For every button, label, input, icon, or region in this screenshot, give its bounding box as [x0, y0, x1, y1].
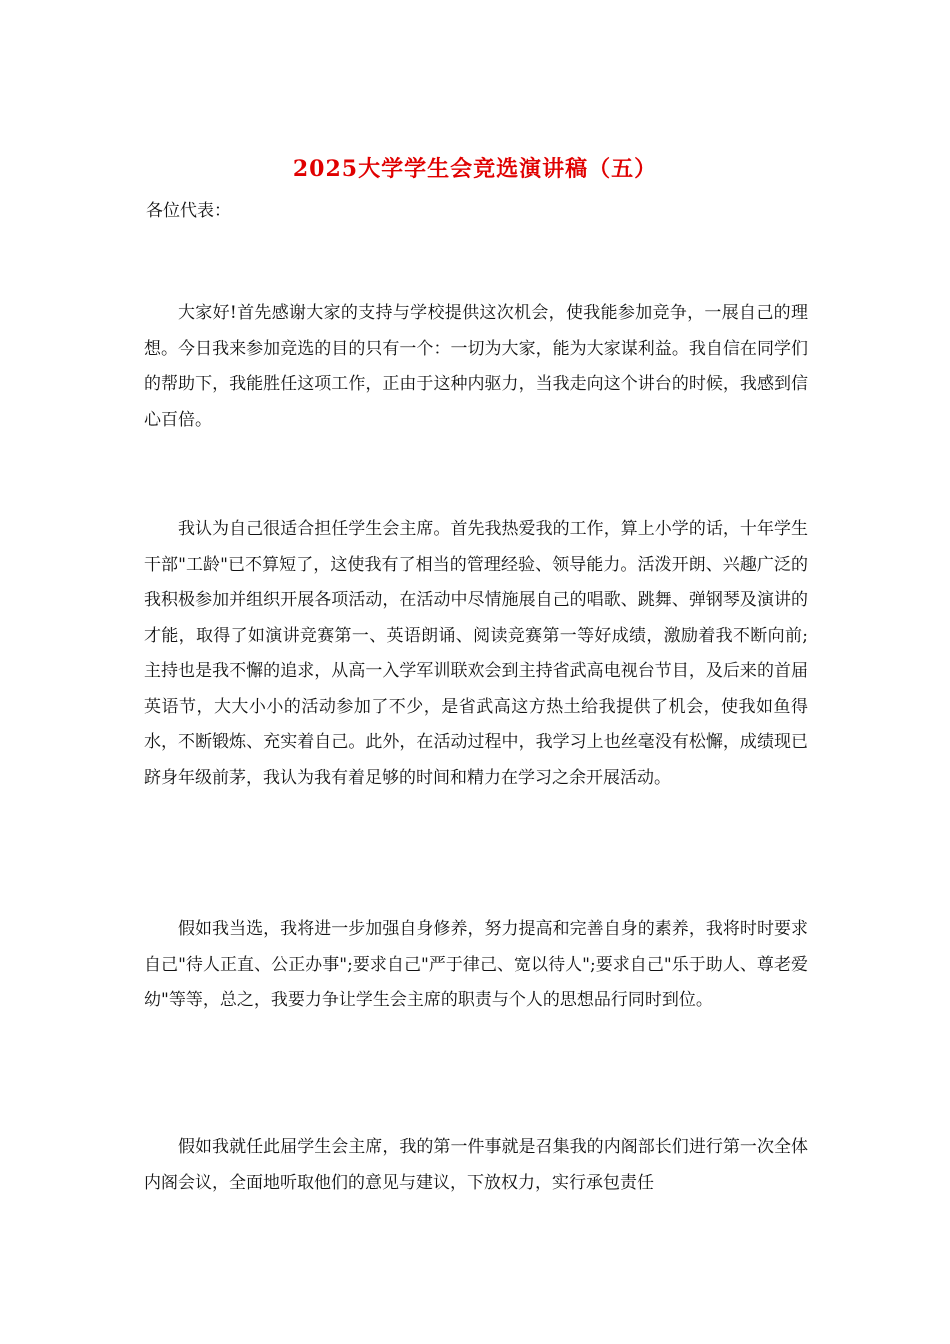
paragraph-3: 假如我当选，我将进一步加强自身修养，努力提高和完善自身的素养，我将时时要求自己"待人正直、公正办事";要求自己"严于律己、宽以待人";要求自己"乐于助人、尊老爱幼"等等，总之，我要力争让学生会主席的职责与个人的思想品行同时到位。 — [144, 919, 808, 1010]
salutation: 各位代表： — [146, 201, 231, 221]
paragraph-1: 大家好!首先感谢大家的支持与学校提供这次机会，使我能参加竞争，一展自己的理想。今日我来参加竞选的目的只有一个：一切为大家，能为大家谋利益。我自信在同学们的帮助下，我能胜任这项工作，正由于这种内驱力，当我走向这个讲台的时候，我感到信心百倍。 — [144, 303, 808, 430]
paragraph-4: 假如我就任此届学生会主席，我的第一件事就是召集我的内阁部长们进行第一次全体内阁会议，全面地听取他们的意见与建议，下放权力，实行承包责任 — [144, 1137, 808, 1193]
paragraph-2: 我认为自己很适合担任学生会主席。首先我热爱我的工作，算上小学的话，十年学生干部"工龄"已不算短了，这使我有了相当的管理经验、领导能力。活泼开朗、兴趣广泛的我积极参加并组织开展各项活动，在活动中尽情施展自己的唱歌、跳舞、弹钢琴及演讲的才能，取得了如演讲竞赛第一、英语朗诵、阅读竞赛第一等好成绩，激励着我不断向前;主持也是我不懈的追求，从高一入学军训联欢会到主持省武高电视台节目，及后来的首届英语节，大大小小的活动参加了不少，是省武高这方热土给我提供了机会，使我如鱼得水，不断锻炼、充实着自己。此外，在活动过程中，我学习上也丝毫没有松懈，成绩现已跻身年级前茅，我认为我有着足够的时间和精力在学习之余开展活动。 — [144, 519, 808, 788]
document-title: 2025大学学生会竞选演讲稿（五） — [292, 156, 658, 182]
